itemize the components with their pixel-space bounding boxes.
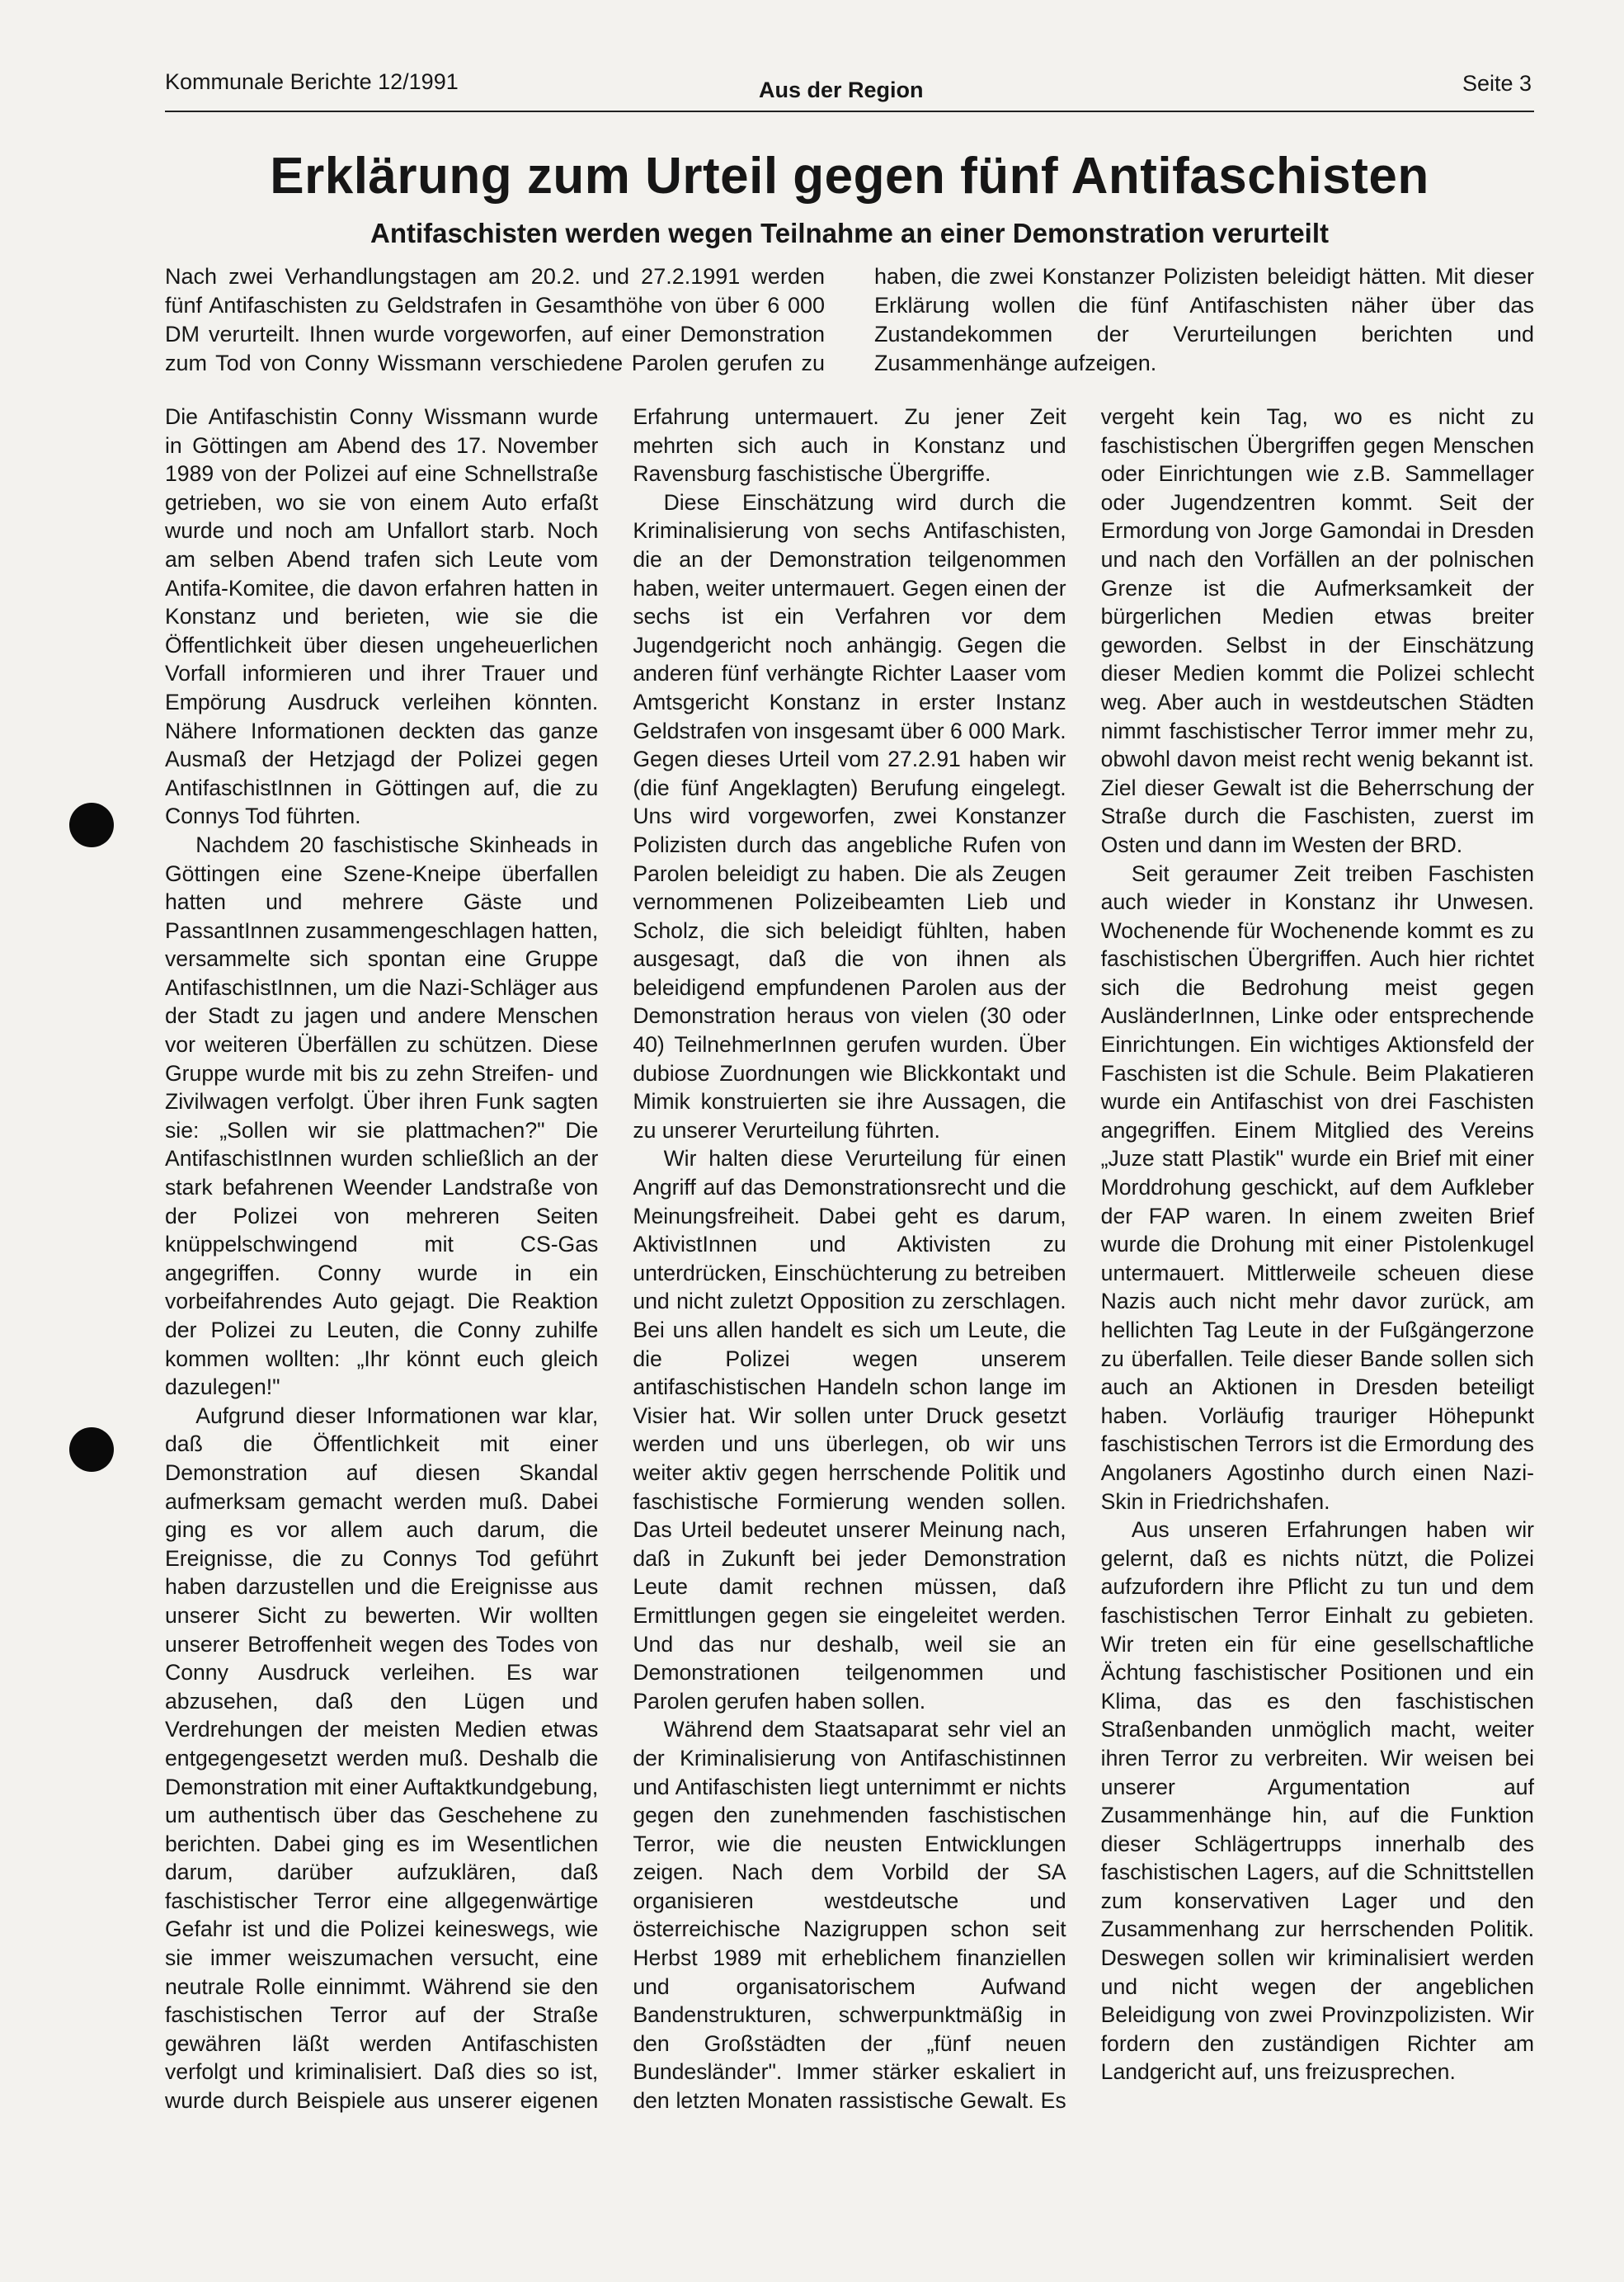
- punch-hole: [69, 1427, 114, 1472]
- body-paragraph: Seit geraumer Zeit treiben Faschisten auch wieder in Konstanz ihr Unwesen. Wochenende für Wochenende kommt es zu faschistischen Übergriffen. Auch hier richtet sich die Bedrohung meist gegen AusländerInnen, Linke oder entsprechende Einrichtungen. Ein wichtiges Aktionsfeld der Faschisten ist die Schule. Beim Plakatieren wurde ein Antifaschist von drei Faschisten angegriffen. Einem Mitglied des Vereins „Juze statt Plastik" wurde ein Brief mit einer Morddrohung geschickt, auf dem Aufkleber der FAP waren. In einem zweiten Brief wurde die Drohung mit einer Pistolenkugel untermauert. Mittlerweile scheuen diese Nazis auch nicht mehr davor zurück, am hellichten Tag Leute in der Fußgängerzone zu überfallen. Teile dieser Bande sollen sich auch an Aktionen in Dresden beteiligt haben. Vorläufig trauriger Höhepunkt faschistischen Terrors ist die Ermordung des Angolaners Agostinho durch einen Nazi-Skin in Friedrichshafen.: [1100, 860, 1534, 1514]
- body-paragraph: Nachdem 20 faschistische Skinheads in Göttingen eine Szene-Kneipe überfallen hatten und mehrere Gäste und PassantInnen zusammengeschlagen hatten, versammelte sich spontan eine Gruppe AntifaschistInnen, um die Nazi-Schläger aus der Stadt zu jagen und andere Menschen vor weiteren Überfällen zu schützen. Diese Gruppe wurde mit bis zu zehn Streifen- und Zivilwagen verfolgt. Über ihren Funk sagten sie: „Sollen wir sie plattmachen?" Die AntifaschistInnen wurden schließlich an der stark befahrenen Weender Landstraße von der Polizei von mehreren Seiten knüppelschwingend mit CS-Gas angegriffen. Conny wurde in ein vorbeifahrendes Auto gejagt. Die Reaktion der Polizei zu Leuten, die Conny zuhilfe kommen wollten: „Ihr könnt euch gleich dazulegen!": [165, 832, 599, 1400]
- article-title: Erklärung zum Urteil gegen fünf Antifaschisten: [270, 148, 1429, 205]
- body-paragraph: Aufgrund dieser Informationen war klar, daß die Öffentlichkeit mit einer Demonstration auf diesen Skandal aufmerksam gemacht werden muß. Dabei ging es vor allem auch darum, die Ereignisse, die zu Connys Tod geführt haben darzustellen und die Ereignisse aus unserer Sicht zu bewerten. Wir wollten unserer Betroffenheit wegen des Todes von Conny Ausdruck verleihen. Es war abzusehen, daß den Lügen und Verdrehungen der meisten Medien etwas entgegengesetzt werden muß. Deshalb die Demonstration mit einer Auftaktkundgebung, um authentisch über das Geschehene zu berichten. Dabei ging es im Wesentlichen darum, darüber aufzuklären, daß faschistischer Terror eine allgegenwärtige Gefahr ist und die Polizei keineswegs, wie sie immer weiszumachen versucht, eine neutrale Rolle einnimmt. Während sie den faschistischen Terror auf der Straße gewähren läßt werden Antifaschisten verfolgt und kriminalisiert. Daß dies so ist, wurde durch Beispiele aus unserer eigenen Erfahrung untermauert. Zu jener Zeit mehrten sich auch in Konstanz und Ravensburg faschistische Übergriffe.: [165, 404, 1066, 2114]
- punch-hole: [69, 803, 114, 847]
- publication-header: Kommunale Berichte 12/1991: [165, 69, 459, 94]
- body-paragraph: Die Antifaschistin Conny Wissmann wurde in Göttingen am Abend des 17. November 1989 von der Polizei auf eine Schnellstraße getrieben, wo sie von einem Auto erfaßt wurde und noch am Unfallort starb. Noch am selben Abend trafen sich Leute vom Antifa-Komitee, die davon erfahren hatten in Konstanz und berieten, wie sie die Öffentlichkeit über diesen ungeheuerlichen Vorfall informieren und ihrer Trauer und Empörung Ausdruck verleihen könnten. Nähere Informationen deckten das ganze Ausmaß der Hetzjagd der Polizei gegen AntifaschistInnen in Göttingen auf, die zu Connys Tod führten.: [165, 404, 599, 829]
- header-rule: [165, 111, 1534, 112]
- article-body: [165, 403, 1534, 2115]
- body-paragraph: Wir halten diese Verurteilung für einen Angriff auf das Demonstrationsrecht und die Meinungsfreiheit. Dabei geht es darum, AktivistInnen und Aktivisten zu unterdrücken, Einschüchterung zu betreiben und nicht zuletzt Opposition zu zerschlagen. Bei uns allen handelt es sich um Leute, die die Polizei wegen unserem antifaschistischen Handeln schon lange im Visier hat. Wir sollen unter Druck gesetzt werden und uns überlegen, ob wir uns weiter aktiv gegen herrschende Politik und faschistische Formierung wenden sollen. Das Urteil bedeutet unserer Meinung nach, daß in Zukunft bei jeder Demonstration Leute damit rechnen müssen, daß Ermittlungen gegen sie eingeleitet werden. Und das nur deshalb, weil sie an Demonstrationen teilgenommen und Parolen gerufen haben sollen.: [633, 1146, 1066, 1714]
- body-paragraph: Diese Einschätzung wird durch die Kriminalisierung von sechs Antifaschisten, die an der Demonstration teilgenommen haben, weiter untermauert. Gegen einen der sechs ist ein Verfahren vor dem Jugendgericht noch anhängig. Gegen die anderen fünf verhängte Richter Laaser vom Amtsgericht Konstanz in erster Instanz Geldstrafen von insgesamt über 6 000 Mark. Gegen dieses Urteil vom 27.2.91 haben wir (die fünf Angeklagten) Berufung eingelegt. Uns wird vorgeworfen, zwei Konstanzer Polizisten durch das angebliche Rufen von Parolen beleidigt zu haben. Die als Zeugen vernommenen Polizeibeamten Lieb und Scholz, die sich beleidigt fühlten, haben ausgesagt, daß die von ihnen als beleidigend empfundenen Parolen aus der Demonstration heraus von vielen (30 oder 40) TeilnehmerInnen gerufen wurden. Über dubiose Zuordnungen wie Blickkontakt und Mimik konstruierten sie ihre Aussagen, die zu unserer Verurteilung führten.: [633, 489, 1066, 1143]
- body-paragraph: Aus unseren Erfahrungen haben wir gelernt, daß es nichts nützt, die Polizei aufzufordern ihre Pflicht zu tun und dem faschistischen Terror Einhalt zu gebieten. Wir treten ein für eine gesellschaftliche Ächtung faschistischer Positionen und ein Klima, das es den faschistischen Straßenbanden unmöglich macht, weiter ihren Terror zu verbreiten. Wir weisen bei unserer Argumentation auf Zusammenhänge hin, auf die Funktion dieser Schlägertrupps innerhalb des faschistischen Lagers, auf die Schnittstellen zum konservativen Lager und den Zusammenhang zur herrschenden Politik. Deswegen sollen wir kriminalisiert werden und nicht wegen der angeblichen Beleidigung von zwei Provinzpolizisten. Wir fordern den zuständigen Richter am Landgericht auf, uns freizusprechen.: [1100, 1517, 1534, 2085]
- page-number: Seite 3: [1462, 71, 1532, 96]
- section-header: Aus der Region: [759, 78, 924, 102]
- article-lead: Nach zwei Verhandlungstagen am 20.2. und 27.2.1991 werden fünf Antifaschisten zu Geldstrafen in Gesamthöhe von über 6 000 DM verurteilt. Ihnen wurde vorgeworfen, auf einer Demonstration zum Tod von Conny Wissmann verschiedene Parolen gerufen zu haben, die zwei Konstanzer Polizisten beleidigt hätten. Mit dieser Erklärung wollen die fünf Antifaschisten näher über das Zustandekommen der Verurteilungen berichten und Zusammenhänge aufzeigen.: [165, 264, 1534, 375]
- body-paragraph: Während dem Staatsaparat sehr viel an der Kriminalisierung von Antifaschistinnen und Antifaschisten liegt unternimmt er nichts gegen den zunehmenden faschistischen Terror, wie die neusten Entwicklungen zeigen. Nach dem Vorbild der SA organisieren westdeutsche und österreichische Nazigruppen schon seit Herbst 1989 mit erheblichem finanziellen und organisatorischem Aufwand Bandenstrukturen, schwerpunktmäßig in den Großstädten der „fünf neuen Bundesländer". Immer stärker eskaliert in den letzten Monaten rassistische Gewalt. Es vergeht kein Tag, wo es nicht zu faschistischen Übergriffen gegen Menschen oder Einrichtungen wie z.B. Sammellager oder Jugendzentren kommt. Seit der Ermordung von Jorge Gamondai in Dresden und nach den Vorfällen an der polnischen Grenze ist die Aufmerksamkeit der bürgerlichen Medien etwas breiter geworden. Selbst in der Einschätzung dieser Medien kommt die Polizei schlecht weg. Aber auch in westdeutschen Städten nimmt faschistischer Terror immer mehr zu, obwohl davon meist recht wenig bekannt ist. Ziel dieser Gewalt ist die Beherrschung der Straße durch die Faschisten, zuerst im Osten und dann im Westen der BRD.: [633, 404, 1534, 2114]
- article-subtitle: Antifaschisten werden wegen Teilnahme an einer Demonstration verurteilt: [370, 218, 1329, 248]
